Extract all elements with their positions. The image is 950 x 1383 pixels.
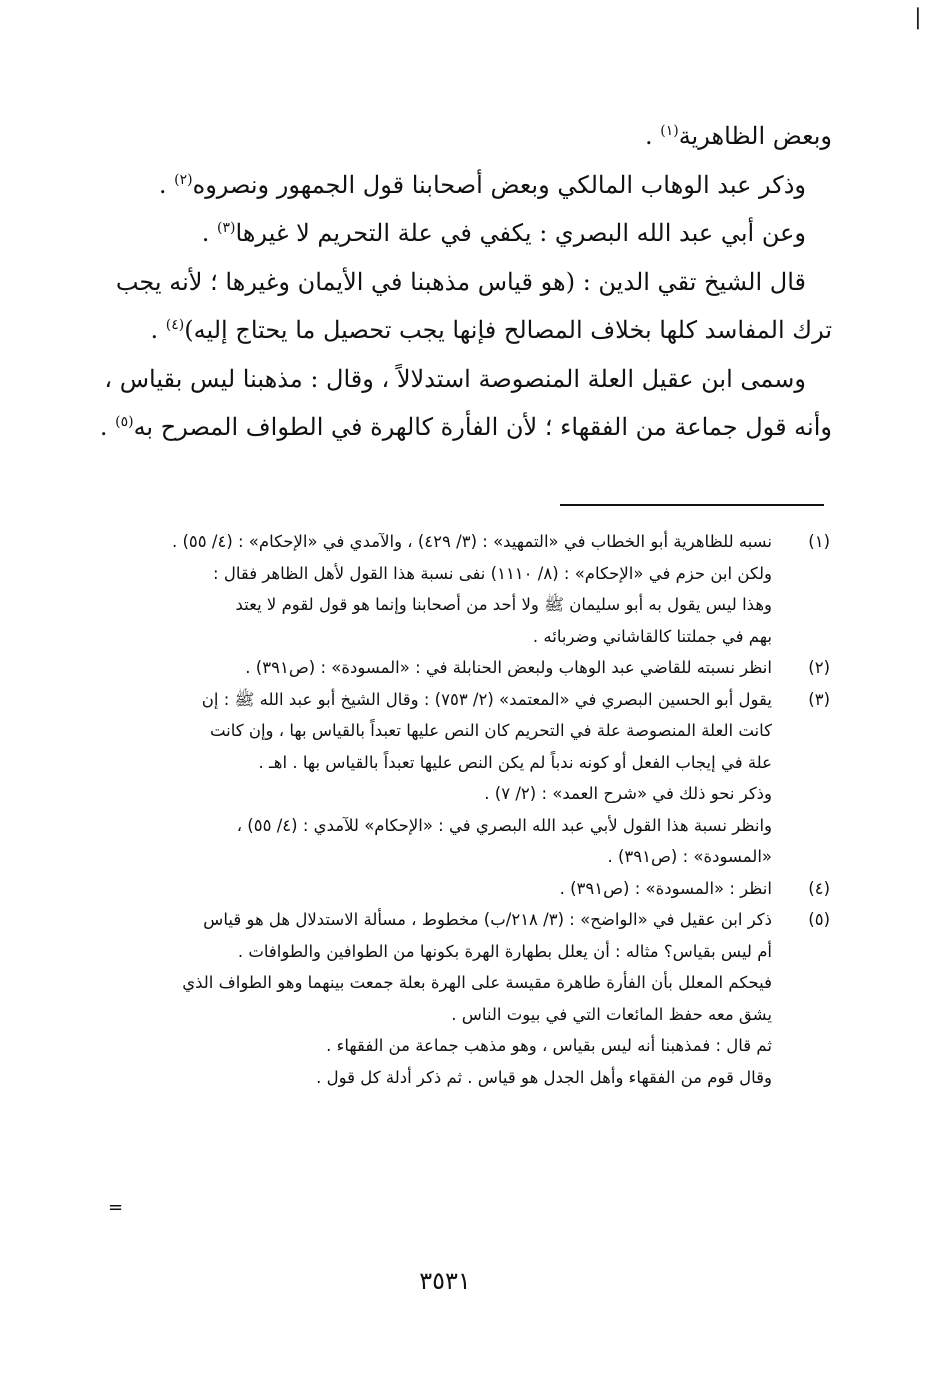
main-line [115,258,832,307]
footnote-line: فيحكم المعلل بأن الفأرة طاهرة مقيسة على الهرة بعلة جمعت بينهما وهو الطواف الذي [182,973,772,992]
footnote-line: «المسودة» : (ص٣٩١) . [607,847,772,866]
main-line [132,161,832,210]
footnote-separator [560,504,824,506]
main-line-tail: . [158,170,175,199]
main-line [99,403,832,452]
footnote [130,873,830,905]
footnote [130,904,830,1093]
footnote-line: انظر نسبته للقاضي عبد الوهاب ولبعض الحنابلة في : «المسودة» : (ص٣٩١) . [245,658,772,677]
footnote-ref: (٢) [174,171,193,188]
main-line-text: وذكر عبد الوهاب المالكي وبعض أصحابنا قول الجمهور ونصروه [192,170,806,199]
footnote-ref: (٥) [115,414,134,430]
footnote-number: (٢) [808,658,830,677]
footnote-line: ثم قال : فمذهبنا أنه ليس بقياس ، وهو مذهب جماعة من الفقهاء . [326,1036,772,1055]
footnote-number: (١) [808,532,830,551]
footnote-ref: (٣) [216,220,236,236]
continuation-mark: = [108,1197,124,1218]
footnote-line: كانت العلة المنصوصة علة في التحريم كان النص عليها تعبداً بالقياس بها ، وإن كانت [209,721,772,740]
footnote [130,652,830,684]
page-number: ٣٥٣١ [419,1267,471,1295]
footnote-number: (٤) [808,878,830,898]
footnote-line: يقول أبو الحسين البصري في «المعتمد» (٢/ ٧٥٣) : وقال الشيخ أبو عبد الله ﷺ : إن [201,689,772,709]
main-text [99,112,832,452]
footnote-line: بهم في جملتنا كالقاشاني وضربائه . [532,626,772,646]
main-line-tail: . [150,316,166,344]
main-line-text: ترك المفاسد كلها بخلاف المصالح فإنها يجب تحصيل ما يحتاج إليه) [184,316,832,344]
footnote-ref: (١) [660,123,679,139]
main-line [132,306,832,355]
main-line [104,355,832,404]
footnote-line: وهذا ليس يقول به أبو سليمان ﷺ ولا أحد من أصحابنا وإنما هو قول لقوم لا يعتد [235,595,772,614]
main-line-text: وأنه قول جماعة من الفقهاء ؛ لأن الفأرة كالهرة في الطواف المصرح به [133,413,832,441]
footnote-line: ذكر ابن عقيل في «الواضح» : (٣/ ٢١٨/ب) مخطوط ، مسألة الاستدلال هل هو قياس [203,910,772,929]
main-line-tail: . [99,413,116,441]
footnote-line: ولكن ابن حزم في «الإحكام» : (٨/ ١١١٠) نفى نسبة هذا القول لأهل الظاهر فقال : [213,563,772,583]
footnote-line: يشق معه حفظ المائعات التي في بيوت الناس . [451,1004,772,1024]
footnote-line: أم ليس بقياس؟ مثاله : أن يعلل بطهارة الهرة بكونها من الطوافين والطوافات . [237,941,772,961]
footnotes [130,526,830,1093]
footnote-line: نسبه للظاهرية أبو الخطاب في «التمهيد» : (٣/ ٤٢٩) ، والآمدي في «الإحكام» : (٤/ ٥٥) . [171,532,772,551]
footnote [130,526,830,652]
footnote-ref: (٤) [165,317,185,333]
main-line-tail: . [644,122,661,150]
footnote-line: وقال قوم من الفقهاء وأهل الجدل هو قياس . ثم ذكر أدلة كل قول . [316,1067,772,1087]
footnote-number: (٣) [808,689,830,709]
main-line [132,112,832,161]
footnote-line: وانظر نسبة هذا القول لأبي عبد الله البصري في : «الإحكام» للآمدي : (٤/ ٥٥) ، [236,815,772,835]
footnote-line: علة في إيجاب الفعل أو كونه ندباً لم يكن النص عليها تعبداً بالقياس بها . اهـ . [258,752,772,772]
corner-mark: ❘ [908,5,928,30]
footnote-line: انظر : «المسودة» : (ص٣٩١) . [559,878,772,898]
footnote-line: وذكر نحو ذلك في «شرح العمد» : (٢/ ٧) . [484,784,772,803]
main-line-text: قال الشيخ تقي الدين : (هو قياس مذهبنا في الأيمان وغيرها ؛ لأنه يجب [115,267,806,296]
main-line-text: وبعض الظاهرية [678,122,832,150]
main-line-text: وعن أبي عبد الله البصري : يكفي في علة التحريم لا غيرها [235,219,806,247]
footnote-number: (٥) [808,910,830,929]
footnote [130,684,830,873]
main-line-text: وسمى ابن عقيل العلة المنصوصة استدلالاً ، وقال : مذهبنا ليس بقياس ، [104,364,806,393]
main-line-tail: . [201,219,217,247]
main-line [132,209,832,258]
